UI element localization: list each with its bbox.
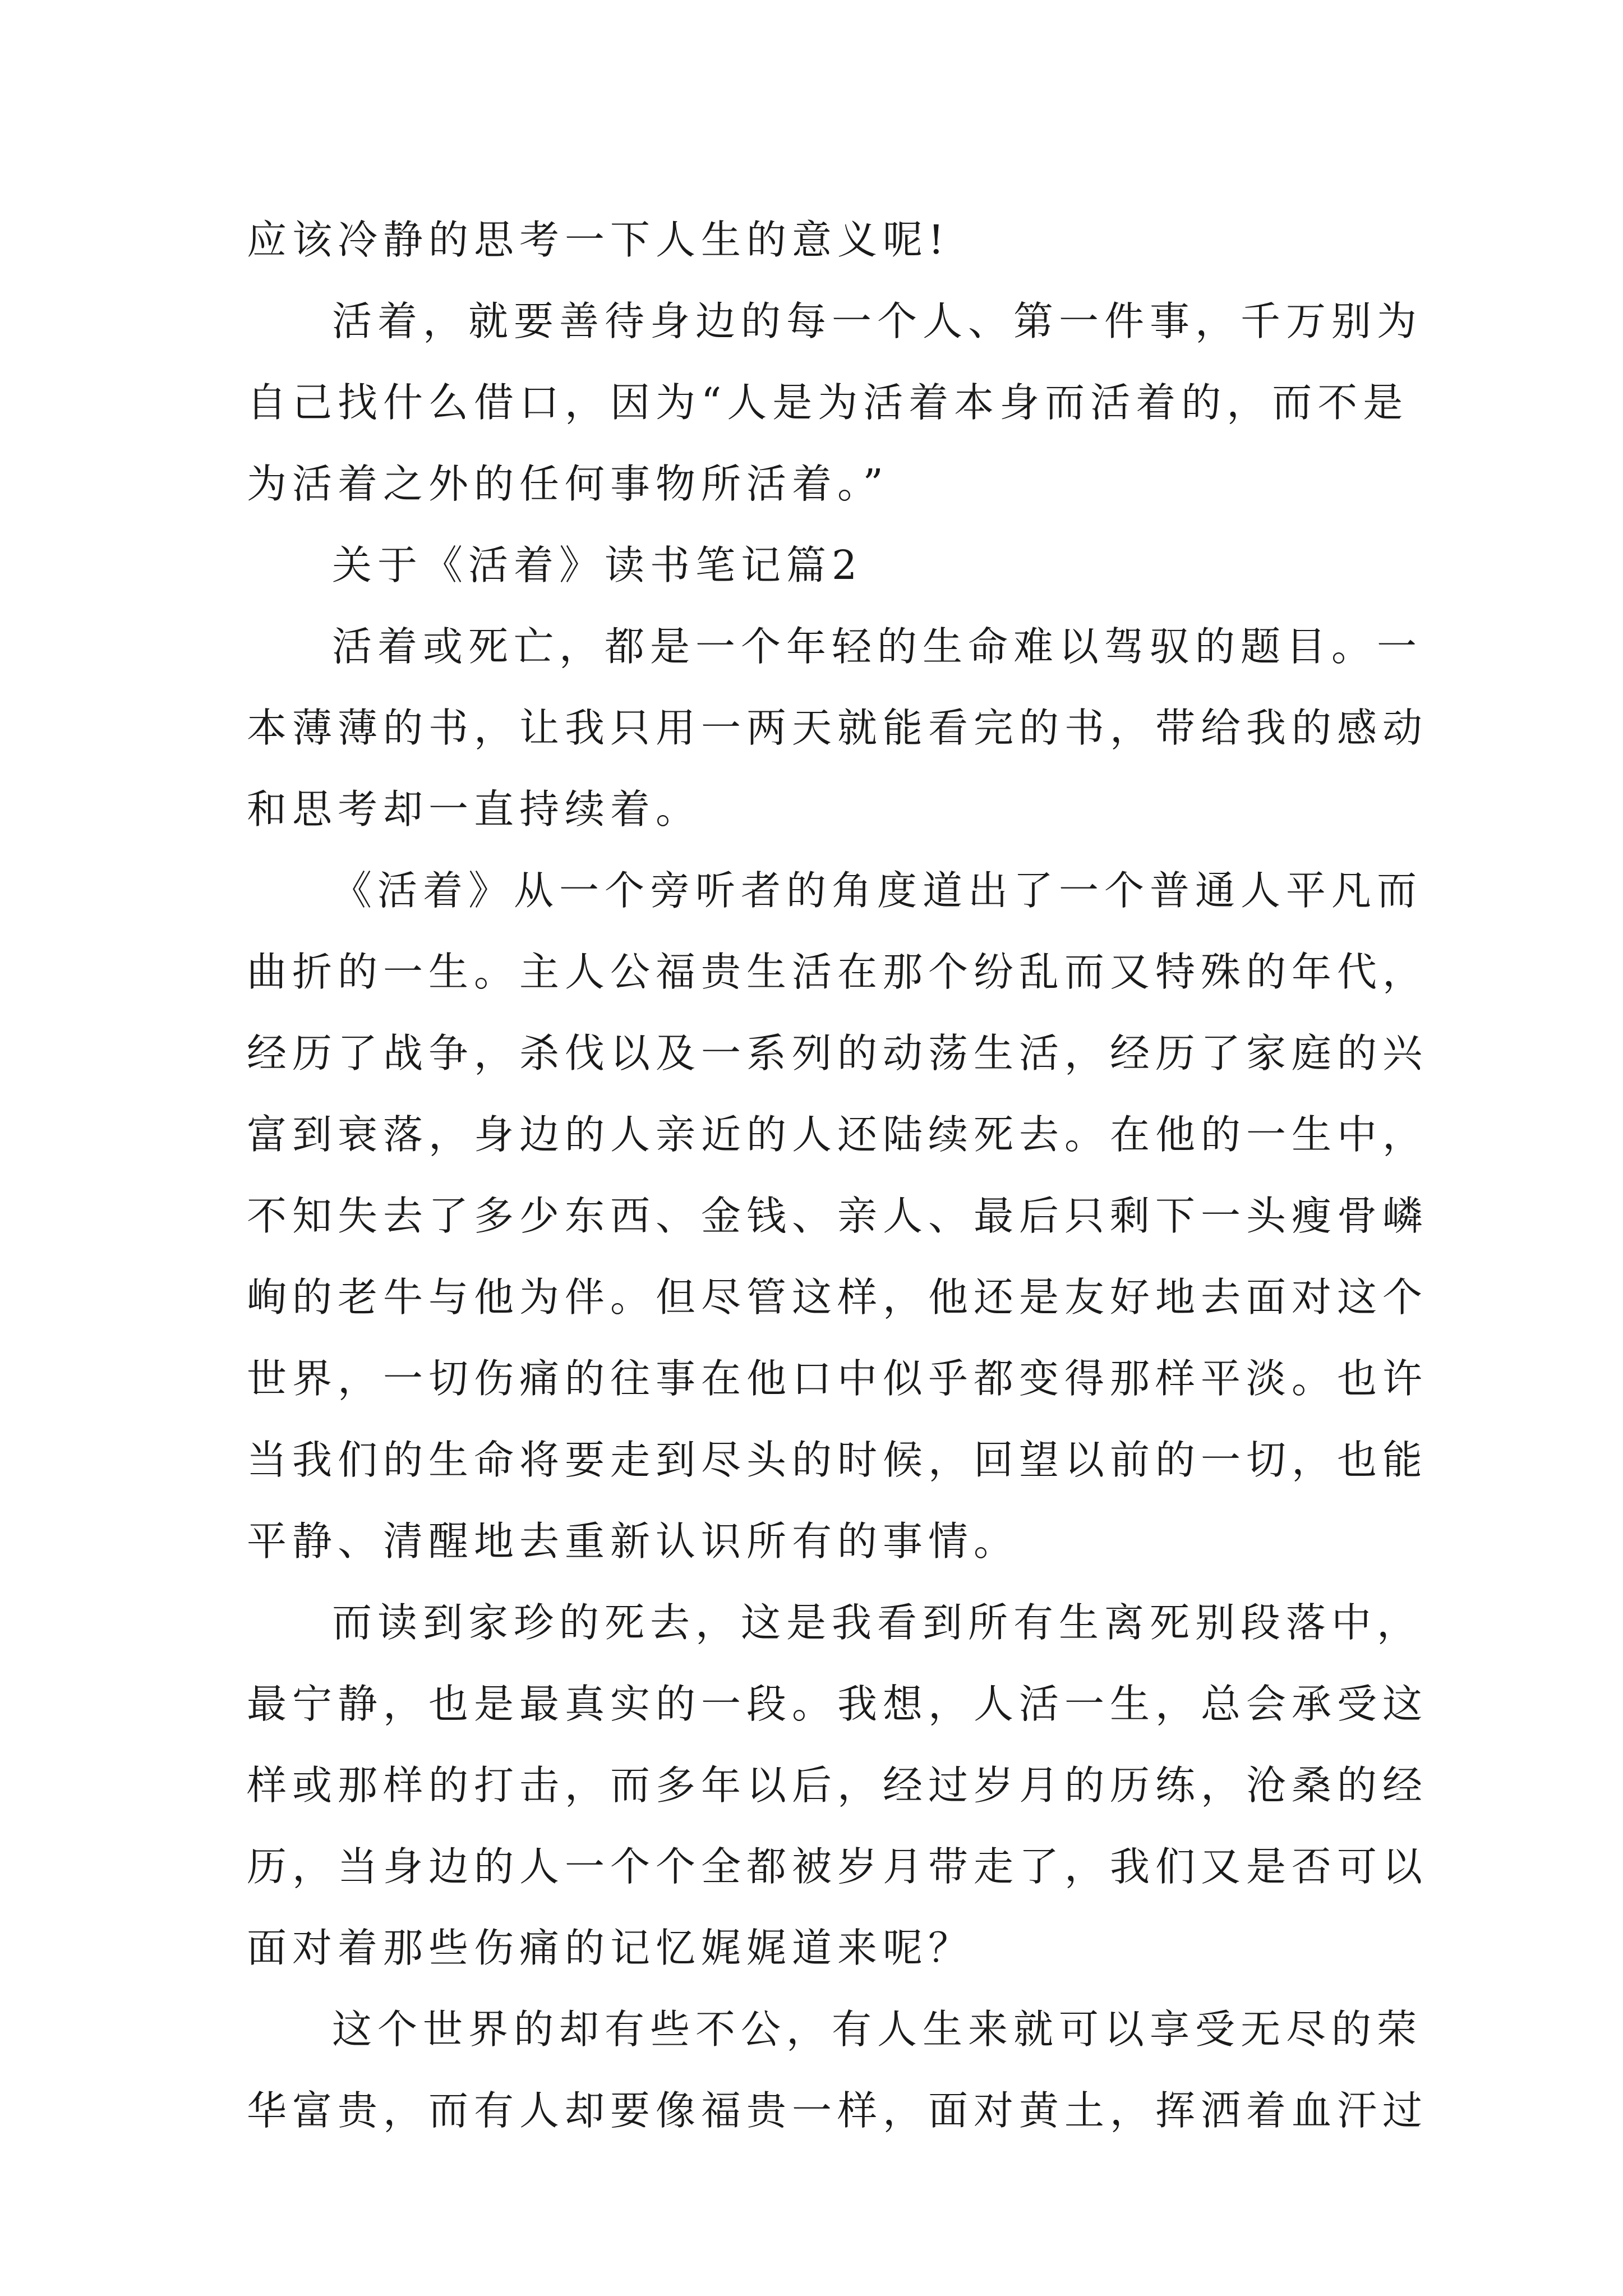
- text-line: 当我们的生命将要走到尽头的时候，回望以前的一切，也能: [247, 1437, 1428, 1483]
- section-heading: 关于《活着》读书笔记篇2: [332, 542, 863, 588]
- text-line: 而读到家珍的死去，这是我看到所有生离死别段落中，: [332, 1599, 1423, 1646]
- text-line: 华富贵，而有人却要像福贵一样，面对黄土，挥洒着血汗过: [247, 2087, 1428, 2134]
- text-line: 最宁静，也是最真实的一段。我想，人活一生，总会承受这: [247, 1681, 1428, 1727]
- text-line: 富到衰落，身边的人亲近的人还陆续死去。在他的一生中，: [247, 1111, 1428, 1158]
- text-line: 世界，一切伤痛的往事在他口中似乎都变得那样平淡。也许: [247, 1355, 1428, 1402]
- text-line: 面对着那些伤痛的记忆娓娓道来呢？: [247, 1925, 974, 1971]
- text-line: 历，当身边的人一个个全都被岁月带走了，我们又是否可以: [247, 1843, 1428, 1890]
- text-line: 活着，就要善待身边的每一个人、第一件事，千万别为: [332, 298, 1423, 344]
- text-line: 和思考却一直持续着。: [247, 786, 702, 832]
- text-line: 为活着之外的任何事物所活着。”: [247, 461, 889, 507]
- text-line: 本薄薄的书，让我只用一两天就能看完的书，带给我的感动: [247, 705, 1428, 751]
- text-line: 不知失去了多少东西、金钱、亲人、最后只剩下一头瘦骨嶙: [247, 1193, 1428, 1239]
- text-line: 活着或死亡，都是一个年轻的生命难以驾驭的题目。一: [332, 623, 1423, 670]
- text-line: 平静、清醒地去重新认识所有的事情。: [247, 1518, 1020, 1565]
- text-line: 应该冷静的思考一下人生的意义呢!: [247, 217, 950, 263]
- text-line: 峋的老牛与他为伴。但尽管这样，他还是友好地去面对这个: [247, 1274, 1428, 1320]
- text-line: 样或那样的打击，而多年以后，经过岁月的历练，沧桑的经: [247, 1762, 1428, 1809]
- text-line: 自己找什么借口，因为“人是为活着本身而活着的，而不是: [247, 379, 1409, 426]
- document-body: [247, 199, 1428, 2151]
- text-line: 经历了战争，杀伐以及一系列的动荡生活，经历了家庭的兴: [247, 1030, 1428, 1076]
- text-line: 曲折的一生。主人公福贵生活在那个纷乱而又特殊的年代，: [247, 949, 1428, 995]
- text-line: 《活着》从一个旁听者的角度道出了一个普通人平凡而: [332, 867, 1423, 914]
- text-line: 这个世界的却有些不公，有人生来就可以享受无尽的荣: [332, 2006, 1423, 2053]
